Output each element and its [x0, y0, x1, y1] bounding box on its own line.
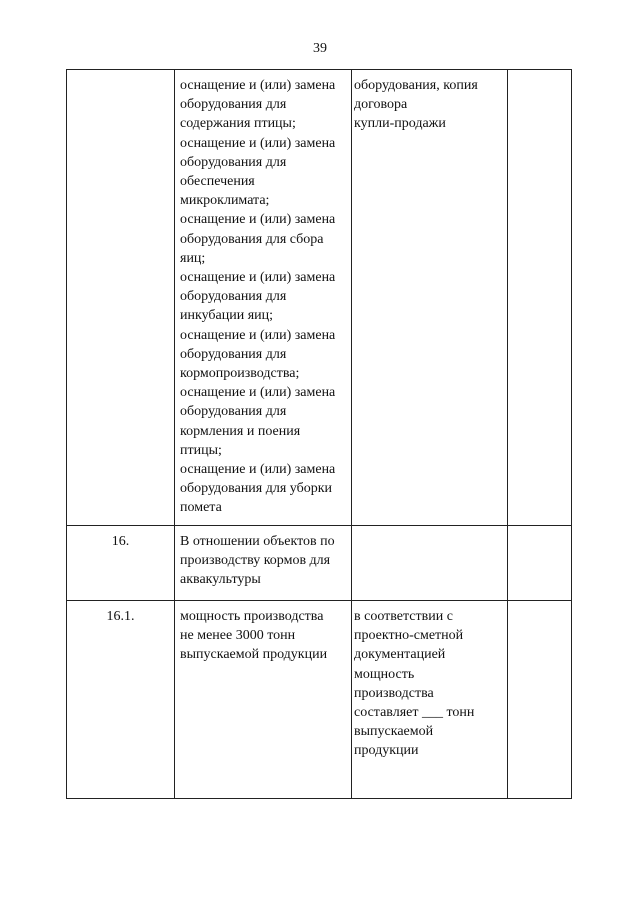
table-row [67, 526, 572, 601]
description-cell [175, 526, 352, 601]
row-number-cell [67, 70, 175, 526]
row-description: оснащение и (или) замена оборудования для содержания птицы; оснащение и (или) замена оборудования для обеспечения микроклимата; оснащение и (или) замена оборудования для сбора яиц; оснащение и (или) замена оборудования для инкубации яиц; оснащение и (или) замена оборудования для кормопроизводства; оснащение и (или) замена оборудования для кормления и поения птицы; оснащение и (или) замена оборудования для уборки помета [180, 78, 336, 516]
extra-cell [508, 70, 572, 526]
page-number: 39 [313, 41, 327, 56]
extra-cell [508, 601, 572, 799]
row-confirmation: в соответствии с проектно-сметной документацией мощность производства составляет ___ тонн выпускаемой продукции [354, 609, 475, 759]
confirmation-cell [352, 526, 508, 601]
table-row [67, 601, 572, 799]
row-confirmation: оборудования, копия договора купли-продажи [354, 78, 478, 132]
confirmation-cell [352, 70, 508, 526]
row-confirmation [352, 526, 507, 532]
row-number: 16.1. [106, 609, 135, 624]
confirmation-cell [352, 601, 508, 799]
row-description: мощность производства не менее 3000 тонн выпускаемой продукции [180, 609, 328, 663]
row-number-cell [67, 526, 175, 601]
table-row [67, 70, 572, 526]
description-cell [175, 601, 352, 799]
extra-cell [508, 526, 572, 601]
row-description: В отношении объектов по производству кормов для аквакультуры [180, 534, 335, 588]
requirements-table [66, 69, 572, 799]
description-cell [175, 70, 352, 526]
row-number-cell [67, 601, 175, 799]
row-number: 16. [111, 534, 130, 549]
row-number [67, 70, 174, 76]
